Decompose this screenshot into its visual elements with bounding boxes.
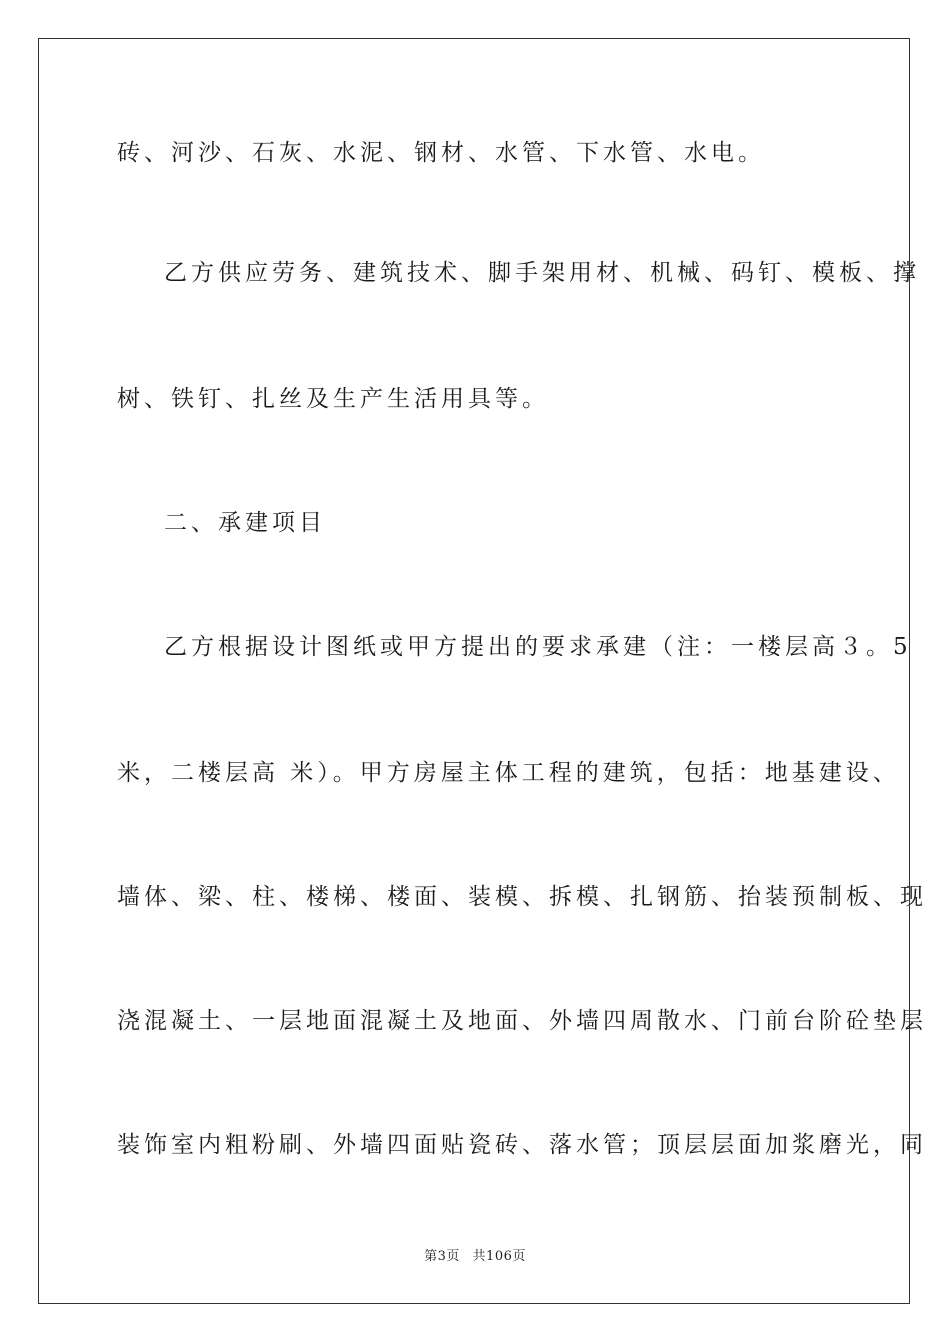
text-line-6: 米，二楼层高 米）。甲方房屋主体工程的建筑，包括：地基建设、 [117, 760, 900, 786]
page-total: 共106页 [472, 1249, 526, 1264]
page-footer [0, 1245, 950, 1264]
text-line-5: 乙方根据设计图纸或甲方提出的要求承建（注：一楼层高３。5 [164, 634, 912, 660]
text-line-9: 装饰室内粗粉刷、外墙四面贴瓷砖、落水管；顶层层面加浆磨光，同 [117, 1132, 927, 1158]
text-line-3: 树、铁钉、扎丝及生产生活用具等。 [117, 386, 549, 412]
text-line-7: 墙体、梁、柱、楼梯、楼面、装模、拆模、扎钢筋、抬装预制板、现 [117, 884, 927, 910]
page-number: 第3页 [424, 1249, 460, 1264]
page-border [38, 38, 927, 1304]
text-line-2: 乙方供应劳务、建筑技术、脚手架用材、机械、码钉、模板、撑 [164, 260, 920, 286]
section-heading: 二、承建项目 [164, 510, 326, 536]
text-line-8: 浇混凝土、一层地面混凝土及地面、外墙四周散水、门前台阶砼垫层 [117, 1008, 927, 1034]
text-line-1: 砖、河沙、石灰、水泥、钢材、水管、下水管、水电。 [117, 140, 765, 166]
